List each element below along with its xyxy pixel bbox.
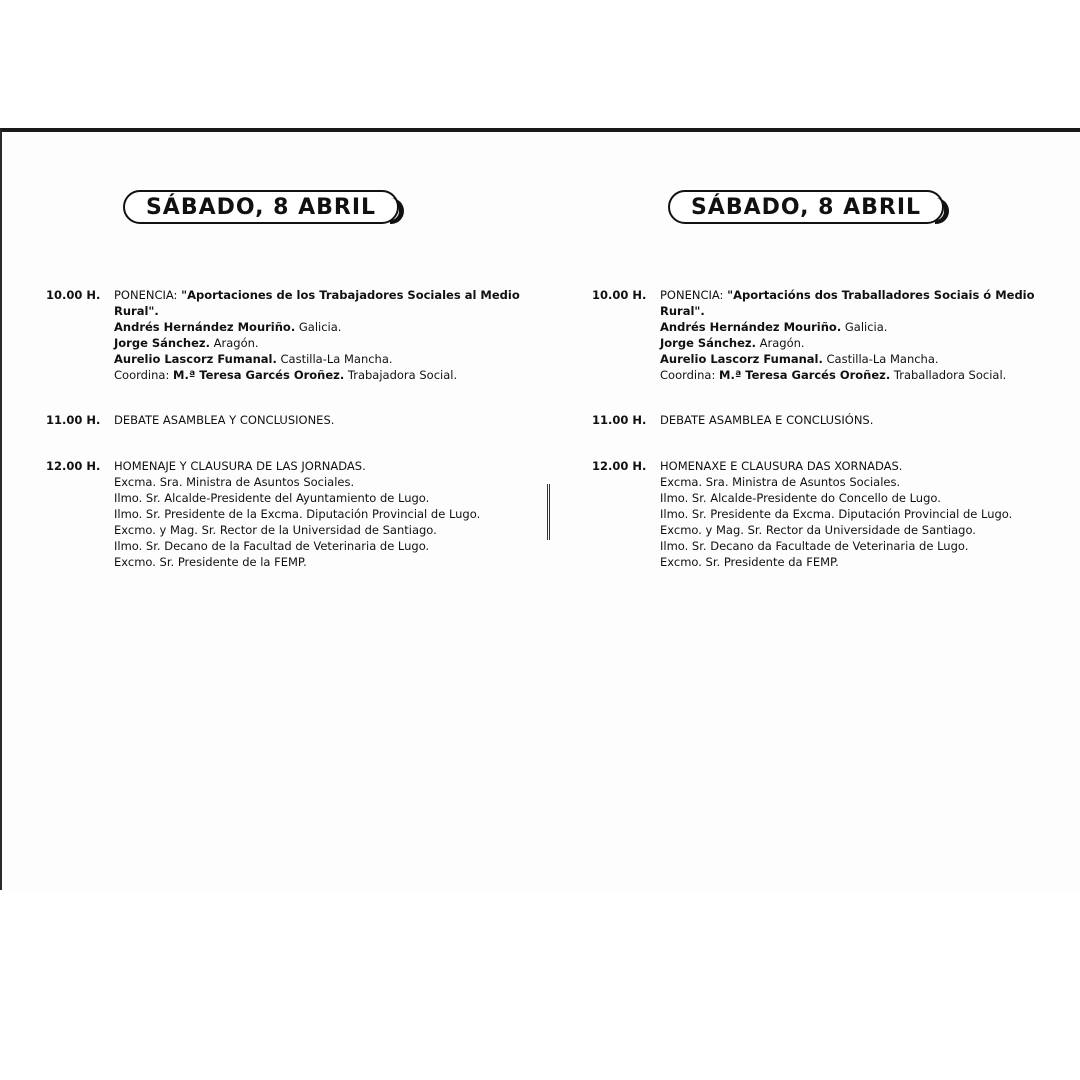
authority-line: Excma. Sra. Ministra de Asuntos Sociales. (660, 475, 901, 489)
slot-time: 11.00 H. (46, 413, 101, 427)
speaker-name: Aurelio Lascorz Fumanal. (660, 352, 823, 366)
ponencia-title: "Aportaciones de los Trabajadores Sociales al Medio (181, 288, 520, 302)
ponencia-title: "Aportacións dos Traballadores Sociais ó Medio (727, 288, 1035, 302)
slot-time: 10.00 H. (46, 288, 101, 302)
ponencia-label: PONENCIA: (660, 288, 728, 302)
authority-line: Excmo. Sr. Presidente da FEMP. (660, 555, 839, 569)
authority-line: Ilmo. Sr. Alcalde-Presidente do Concello de Lugo. (660, 491, 941, 505)
day-banner: SÁBADO, 8 ABRIL (668, 190, 944, 224)
authority-line: Excmo. y Mag. Sr. Rector de la Universidad de Santiago. (114, 523, 437, 537)
slot-body (660, 458, 1038, 570)
slot-time: 11.00 H. (592, 413, 647, 427)
speaker-name: Andrés Hernández Mouriño. (114, 320, 296, 334)
speaker-2 (660, 335, 1038, 351)
slot-body (114, 287, 520, 383)
ponencia-title-cont: Rural". (660, 304, 705, 318)
speaker-name: Jorge Sánchez. (660, 336, 756, 350)
speaker-3 (660, 351, 1038, 367)
authority-line: Ilmo. Sr. Decano da Facultade de Veterinaria de Lugo. (660, 539, 969, 553)
speaker-3 (114, 351, 520, 367)
slot-time: 12.00 H. (592, 459, 647, 473)
slot-time: 10.00 H. (592, 288, 647, 302)
ponencia-label: PONENCIA: (114, 288, 182, 302)
slot-body (114, 412, 496, 428)
speaker-1 (660, 319, 1038, 335)
speaker-place: Aragón. (755, 336, 805, 350)
coordinator (660, 367, 1038, 383)
debate-line: DEBATE ASAMBLEA E CONCLUSIÓNS. (660, 413, 874, 427)
authority-line: Ilmo. Sr. Presidente da Excma. Diputación Provincial de Lugo. (660, 507, 1013, 521)
speaker-2 (114, 335, 520, 351)
coord-label: Coordina: (660, 368, 719, 382)
slot-body (660, 412, 1038, 428)
speaker-place: Galicia. (841, 320, 888, 334)
closing-heading: HOMENAJE Y CLAUSURA DE LAS JORNADAS. (114, 459, 366, 473)
left-page (2, 132, 542, 890)
day-banner: SÁBADO, 8 ABRIL (123, 190, 399, 224)
speaker-place: Galicia. (295, 320, 342, 334)
right-page (548, 132, 1080, 890)
speaker-name: Andrés Hernández Mouriño. (660, 320, 842, 334)
slot-body (660, 287, 1038, 383)
authority-line: Ilmo. Sr. Alcalde-Presidente del Ayuntamiento de Lugo. (114, 491, 430, 505)
agenda-slot-1000 (592, 287, 1038, 383)
ponencia-line (660, 287, 1038, 303)
ponencia-line (114, 287, 520, 303)
speaker-place: Aragón. (209, 336, 259, 350)
coord-role: Trabajadora Social. (344, 368, 458, 382)
authority-line: Ilmo. Sr. Presidente de la Excma. Diputación Provincial de Lugo. (114, 507, 481, 521)
agenda-slot-1200 (46, 458, 496, 570)
coord-role: Traballadora Social. (890, 368, 1007, 382)
speaker-name: Aurelio Lascorz Fumanal. (114, 352, 277, 366)
coordinator (114, 367, 520, 383)
debate-line: DEBATE ASAMBLEA Y CONCLUSIONES. (114, 413, 335, 427)
speaker-place: Castilla-La Mancha. (822, 352, 939, 366)
speaker-1 (114, 319, 520, 335)
coord-label: Coordina: (114, 368, 173, 382)
closing-heading: HOMENAXE E CLAUSURA DAS XORNADAS. (660, 459, 903, 473)
speaker-place: Castilla-La Mancha. (276, 352, 393, 366)
authority-line: Excmo. y Mag. Sr. Rector da Universidade de Santiago. (660, 523, 976, 537)
agenda (46, 287, 520, 570)
ponencia-title-cont: Rural". (114, 304, 159, 318)
agenda-slot-1100 (46, 412, 496, 428)
agenda (592, 287, 1038, 570)
speaker-name: Jorge Sánchez. (114, 336, 210, 350)
authority-line: Excma. Sra. Ministra de Asuntos Sociales. (114, 475, 355, 489)
program-sheet (0, 128, 1080, 890)
agenda-slot-1000 (46, 287, 520, 383)
slot-body (114, 458, 496, 570)
coord-name: M.ª Teresa Garcés Oroñez. (173, 368, 345, 382)
agenda-slot-1200 (592, 458, 1038, 570)
authority-line: Ilmo. Sr. Decano de la Facultad de Veterinaria de Lugo. (114, 539, 430, 553)
slot-time: 12.00 H. (46, 459, 101, 473)
authority-line: Excmo. Sr. Presidente de la FEMP. (114, 555, 307, 569)
agenda-slot-1100 (592, 412, 1038, 428)
coord-name: M.ª Teresa Garcés Oroñez. (719, 368, 891, 382)
